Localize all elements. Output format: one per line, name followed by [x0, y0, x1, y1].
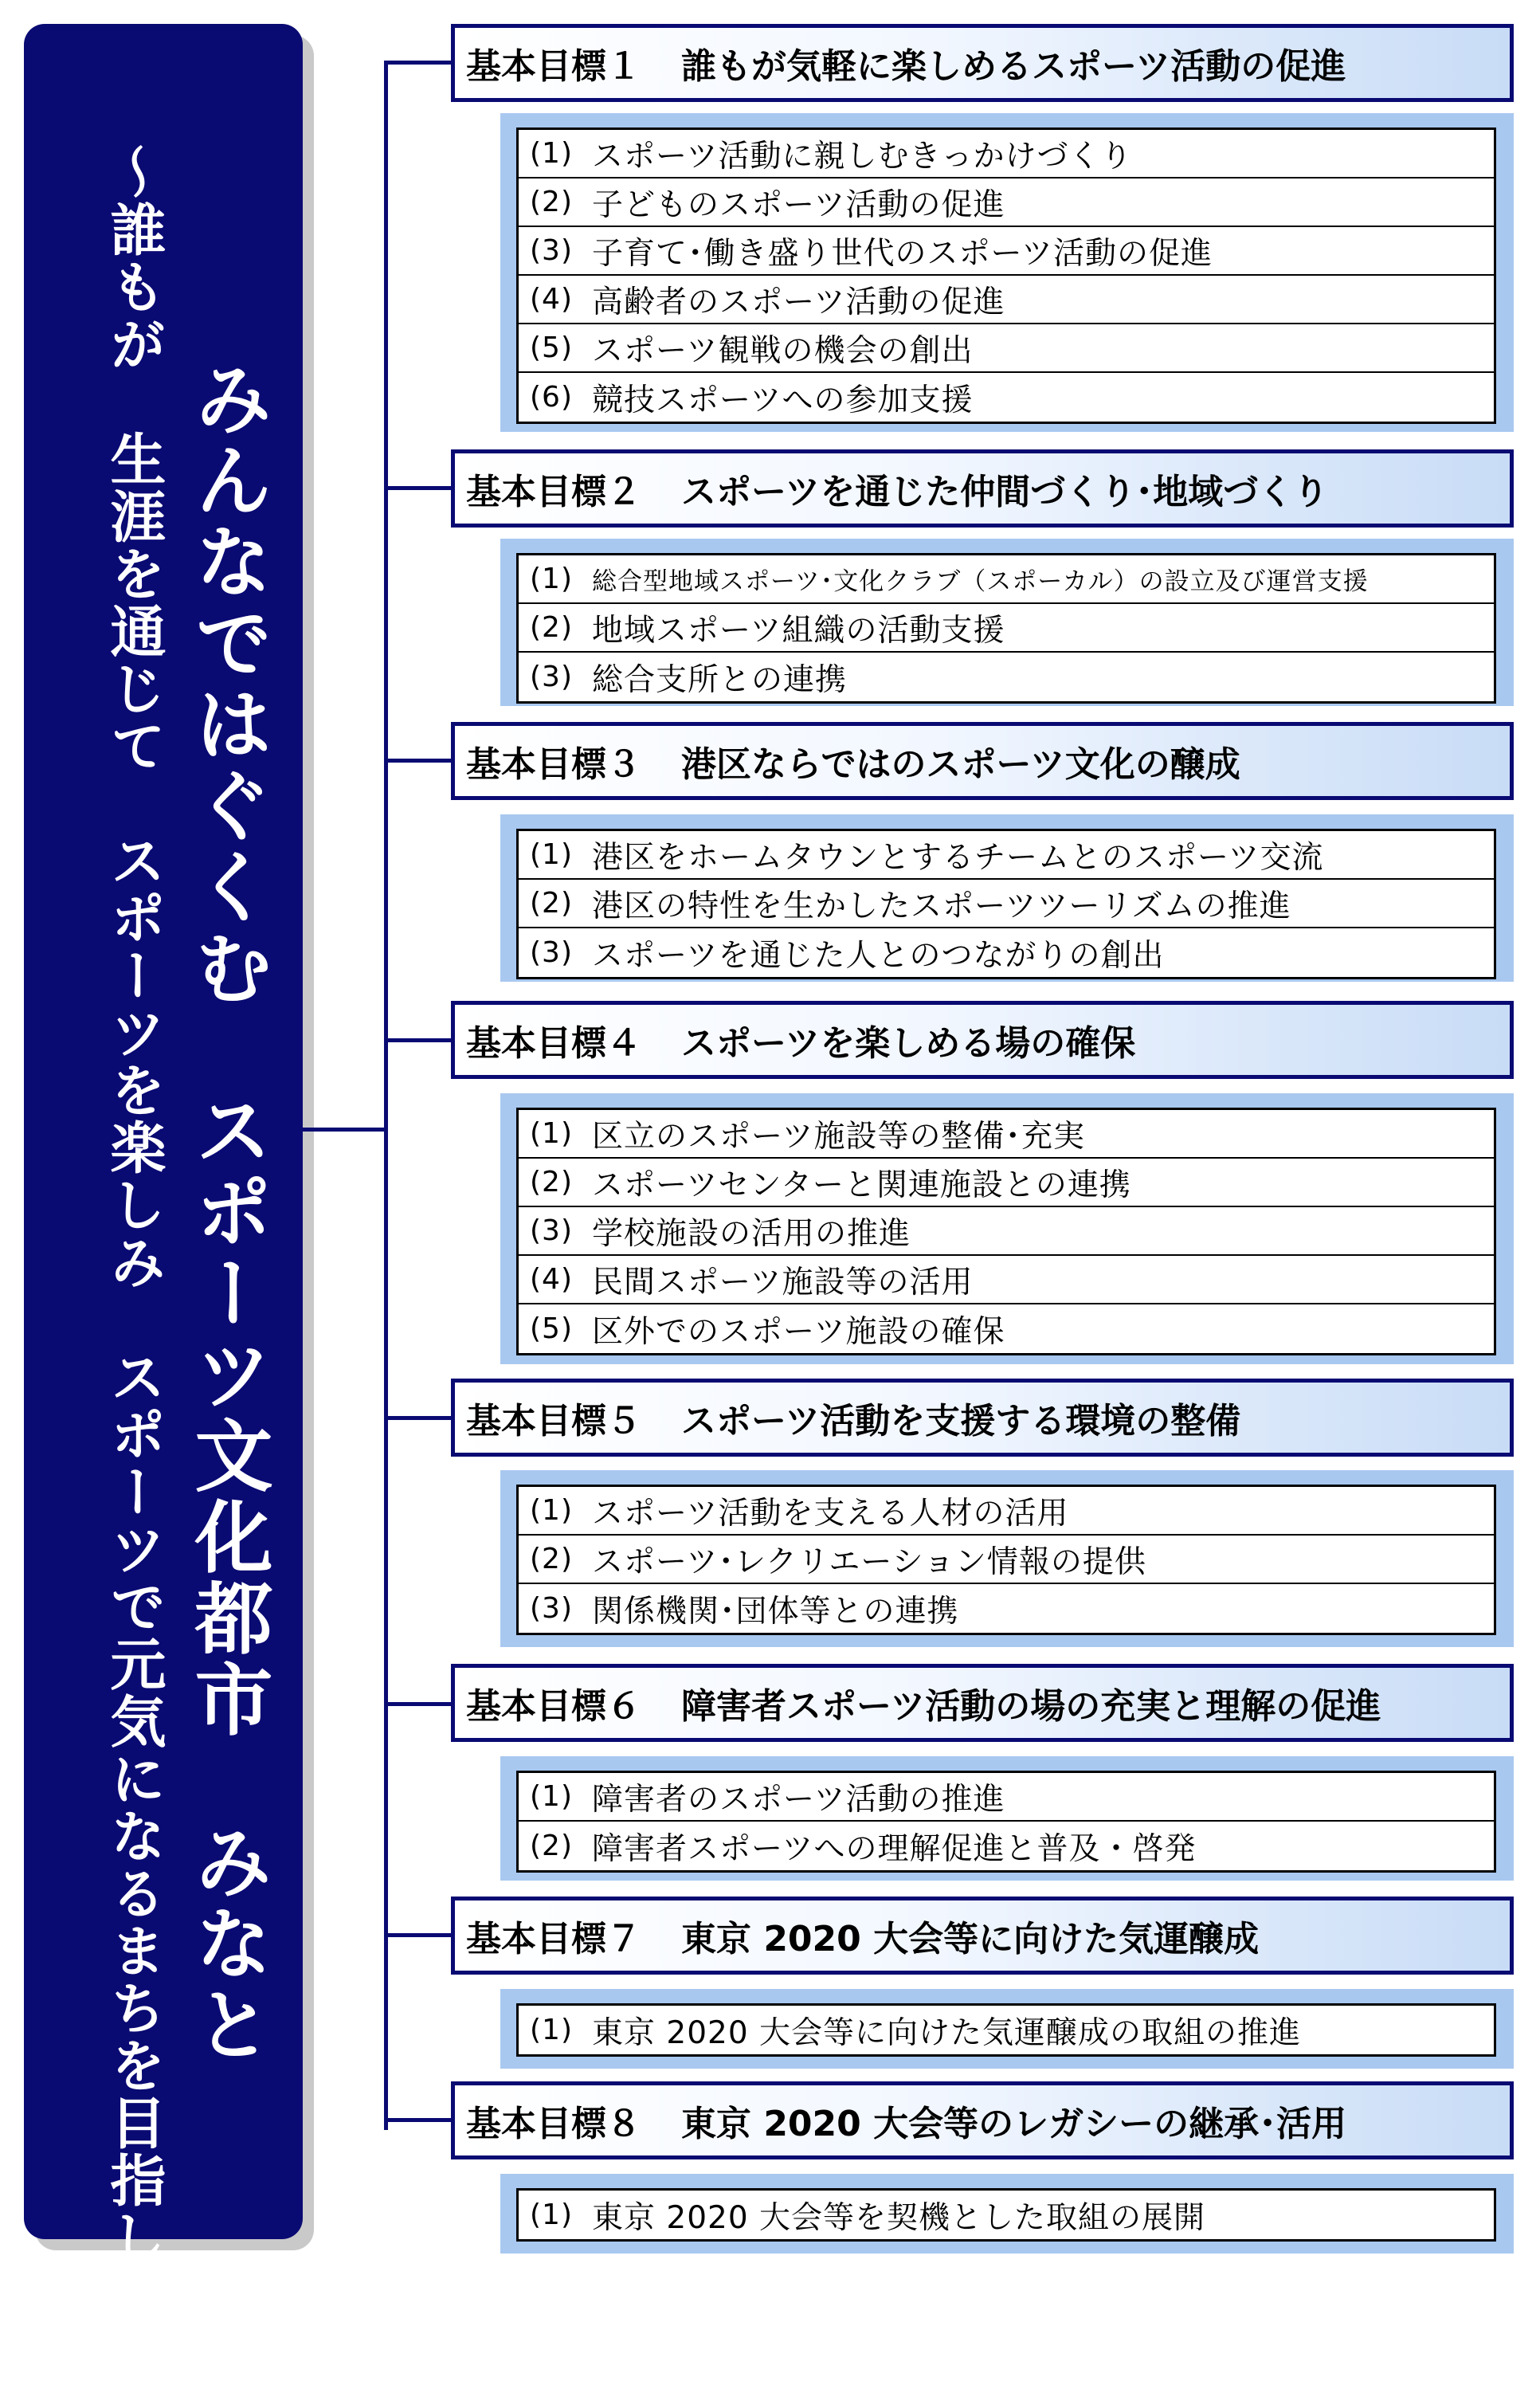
list-item	[519, 1822, 1494, 1870]
goal-header-5	[451, 1379, 1514, 1457]
goal-items-panel-1	[500, 113, 1514, 432]
item-number: (3)	[530, 1214, 573, 1247]
item-number: (1)	[530, 563, 573, 595]
item-text: スポーツを通じた人とのつながりの創出	[592, 937, 1165, 974]
goal-items-list	[516, 1485, 1496, 1635]
item-number: (2)	[530, 611, 573, 644]
goal-items-list	[516, 2003, 1496, 2057]
goal-items-panel-4	[500, 1093, 1514, 1364]
list-item	[519, 653, 1494, 701]
goal-connector-6	[384, 1702, 453, 1706]
banner-connector	[303, 1128, 387, 1132]
goal-header-7	[451, 1897, 1514, 1975]
goal-title: 誰もが気軽に楽しめるスポーツ活動の促進	[681, 46, 1346, 87]
item-text: 区外でのスポーツ施設の確保	[592, 1313, 1005, 1350]
list-item	[519, 1487, 1494, 1536]
item-number: (1)	[530, 1780, 573, 1813]
list-item	[519, 324, 1494, 373]
list-item	[519, 1159, 1494, 1207]
tree-trunk	[384, 62, 388, 2130]
item-text: 子どものスポーツ活動の促進	[592, 186, 1005, 223]
item-number: (4)	[530, 1263, 573, 1296]
list-item	[519, 555, 1494, 604]
item-number: (5)	[530, 331, 573, 364]
list-item	[519, 1773, 1494, 1822]
goal-items-list	[516, 829, 1496, 979]
goal-items-list	[516, 1108, 1496, 1355]
item-text: 障害者スポーツへの理解促進と普及・啓発	[592, 1830, 1197, 1867]
list-item	[519, 1110, 1494, 1159]
goal-items-panel-3	[500, 814, 1514, 982]
list-item	[519, 831, 1494, 880]
item-number: (3)	[530, 661, 573, 693]
list-item	[519, 130, 1494, 178]
item-number: (1)	[530, 1117, 573, 1150]
goal-header-3	[451, 722, 1514, 800]
item-text: 総合支所との連携	[592, 661, 848, 698]
item-text: スポーツ活動に親しむきっかけづくり	[592, 138, 1133, 175]
goal-connector-4	[384, 1038, 453, 1042]
goal-items-panel-7	[500, 1989, 1514, 2069]
goal-header-6	[451, 1664, 1514, 1742]
list-item	[519, 373, 1494, 422]
item-number: (1)	[530, 1494, 573, 1527]
item-number: (6)	[530, 381, 573, 414]
goal-items-list	[516, 2188, 1496, 2242]
item-text: 地域スポーツ組織の活動支援	[592, 612, 1005, 649]
goal-title: 港区ならではのスポーツ文化の醸成	[681, 744, 1240, 785]
goal-items-list	[516, 1771, 1496, 1873]
goal-title: スポーツを通じた仲間づくり･地域づくり	[681, 472, 1329, 512]
vision-title: みんなではぐくむ スポーツ文化都市 みなと	[182, 359, 272, 2065]
goal-connector-8	[384, 2118, 453, 2122]
item-number: (5)	[530, 1312, 573, 1345]
goal-header-2	[451, 449, 1514, 528]
goal-connector-1	[384, 61, 453, 65]
goal-items-panel-6	[500, 1756, 1514, 1881]
goal-connector-5	[384, 1416, 453, 1420]
list-item	[519, 2006, 1494, 2054]
goal-label: 基本目標４	[466, 1023, 641, 1064]
item-text: 競技スポーツへの参加支援	[592, 382, 974, 418]
item-number: (1)	[530, 137, 573, 170]
goal-label: 基本目標８	[466, 2104, 641, 2144]
goal-connector-7	[384, 1933, 453, 1937]
goal-connector-2	[384, 486, 453, 490]
goal-header-1	[451, 24, 1514, 102]
goal-title: スポーツを楽しめる場の確保	[681, 1023, 1136, 1064]
item-number: (2)	[530, 186, 573, 218]
item-text: 港区をホームタウンとするチームとのスポーツ交流	[592, 839, 1324, 876]
goal-connector-3	[384, 759, 453, 763]
item-text: 学校施設の活用の推進	[592, 1215, 911, 1252]
item-number: (1)	[530, 2199, 573, 2231]
item-number: (2)	[530, 1830, 573, 1862]
item-text: 民間スポーツ施設等の活用	[592, 1264, 974, 1300]
list-item	[519, 227, 1494, 276]
goal-items-panel-2	[500, 539, 1514, 706]
goal-items-list	[516, 553, 1496, 704]
item-text: 東京 2020 大会等に向けた気運醸成の取組の推進	[592, 2014, 1302, 2051]
item-text: 関係機関･団体等との連携	[592, 1593, 959, 1630]
goal-title: 東京 2020 大会等のレガシーの継承･活用	[681, 2104, 1347, 2144]
item-text: 高齢者のスポーツ活動の促進	[592, 284, 1005, 320]
list-item	[519, 880, 1494, 928]
list-item	[519, 928, 1494, 977]
goal-items-list	[516, 127, 1496, 424]
item-number: (1)	[530, 2014, 573, 2046]
list-item	[519, 1304, 1494, 1353]
list-item	[519, 1536, 1494, 1584]
goal-label: 基本目標１	[466, 46, 641, 87]
goal-items-panel-5	[500, 1470, 1514, 1647]
item-number: (3)	[530, 1592, 573, 1625]
goal-title: 東京 2020 大会等に向けた気運醸成	[681, 1919, 1260, 1959]
item-text: スポーツ活動を支える人材の活用	[592, 1495, 1069, 1532]
goal-label: 基本目標７	[466, 1919, 641, 1959]
goal-label: 基本目標６	[466, 1686, 641, 1727]
list-item	[519, 1584, 1494, 1633]
list-item	[519, 276, 1494, 324]
item-number: (2)	[530, 1543, 573, 1575]
goal-label: 基本目標３	[466, 744, 641, 785]
list-item	[519, 1256, 1494, 1304]
list-item	[519, 1207, 1494, 1256]
item-number: (2)	[530, 1166, 573, 1198]
list-item	[519, 178, 1494, 227]
item-number: (4)	[530, 283, 573, 316]
vision-banner	[24, 24, 303, 2381]
item-text: スポーツセンターと関連施設との連携	[592, 1167, 1131, 1203]
item-text: スポーツ観戦の機会の創出	[592, 332, 974, 369]
goal-label: 基本目標５	[466, 1401, 641, 1442]
list-item	[519, 2191, 1494, 2239]
item-text: スポーツ･レクリエーション情報の提供	[592, 1544, 1146, 1580]
item-number: (3)	[530, 234, 573, 267]
item-text: 港区の特性を生かしたスポーツツーリズムの推進	[592, 888, 1291, 924]
item-text: 障害者のスポーツ活動の推進	[592, 1781, 1005, 1818]
goal-header-8	[451, 2081, 1514, 2159]
item-number: (1)	[530, 838, 573, 871]
goal-title: スポーツ活動を支援する環境の整備	[681, 1401, 1241, 1442]
item-number: (2)	[530, 887, 573, 920]
goal-header-4	[451, 1001, 1514, 1079]
goal-label: 基本目標２	[466, 472, 641, 512]
item-text: 総合型地域スポーツ･文化クラブ（スポーカル）の設立及び運営支援	[592, 567, 1369, 596]
item-text: 東京 2020 大会等を契機とした取組の展開	[592, 2199, 1206, 2236]
goal-title: 障害者スポーツ活動の場の充実と理解の促進	[681, 1686, 1381, 1727]
item-number: (3)	[530, 936, 573, 969]
list-item	[519, 604, 1494, 653]
vision-subtitle: ～誰もが 生涯を通じて スポーツを楽しみ スポーツで元気になるまちを目指して～	[101, 143, 167, 2381]
item-text: 子育て･働き盛り世代のスポーツ活動の促進	[592, 235, 1213, 272]
goal-items-panel-8	[500, 2174, 1514, 2254]
item-text: 区立のスポーツ施設等の整備･充実	[592, 1118, 1085, 1155]
